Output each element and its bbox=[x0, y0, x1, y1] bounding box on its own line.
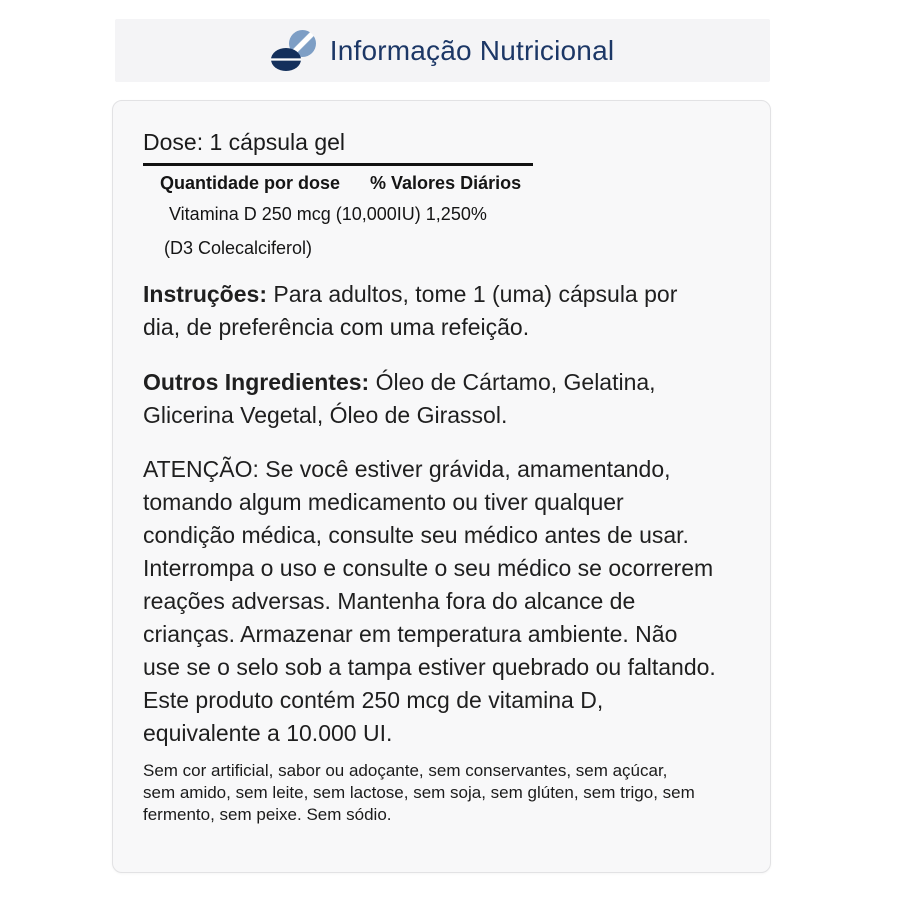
tablet-pill-icon bbox=[271, 48, 301, 71]
warning-line: ATENÇÃO: Se você estiver grávida, amamentando, bbox=[143, 456, 671, 482]
table-divider-rule bbox=[143, 163, 533, 166]
allergen-note-line: fermento, sem peixe. Sem sódio. bbox=[143, 805, 392, 824]
other-ingredients-text: Óleo de Cártamo, Gelatina, bbox=[369, 369, 656, 395]
allergen-note bbox=[143, 760, 746, 826]
warning-line: use se o selo sob a tampa estiver quebrado ou faltando. bbox=[143, 654, 716, 680]
warning-line: Este produto contém 250 mcg de vitamina D, bbox=[143, 687, 604, 713]
warning-line: condição médica, consulte seu médico antes de usar. bbox=[143, 522, 689, 548]
instructions-line-2: dia, de preferência com uma refeição. bbox=[143, 314, 530, 340]
instructions-label: Instruções: bbox=[143, 281, 267, 307]
warning-line: equivalente a 10.000 UI. bbox=[143, 720, 393, 746]
other-ingredients-line-2: Glicerina Vegetal, Óleo de Girassol. bbox=[143, 402, 508, 428]
pills-icon bbox=[271, 30, 317, 72]
warning-line: tomando algum medicamento ou tiver qualquer bbox=[143, 489, 624, 515]
other-ingredients-line-1 bbox=[143, 366, 746, 399]
serving-size-line: Dose: 1 cápsula gel bbox=[143, 129, 346, 155]
instructions-line-1 bbox=[143, 278, 746, 311]
instructions-paragraph bbox=[143, 278, 746, 344]
instructions-text: Para adultos, tome 1 (uma) cápsula por bbox=[266, 281, 678, 307]
page-title: Informação Nutricional bbox=[329, 34, 615, 66]
warning-line: crianças. Armazenar em temperatura ambiente. Não bbox=[143, 621, 678, 647]
other-ingredients-paragraph bbox=[143, 366, 746, 432]
nutrition-panel bbox=[112, 100, 771, 873]
nutrient-row-vitamin-d-form: (D3 Colecalciferol) bbox=[164, 238, 313, 258]
allergen-note-line: Sem cor artificial, sabor ou adoçante, sem conservantes, sem açúcar, bbox=[143, 761, 668, 780]
other-ingredients-label: Outros Ingredientes: bbox=[143, 369, 370, 395]
warning-paragraph bbox=[143, 453, 746, 750]
column-amount-per-dose: Quantidade por dose bbox=[160, 173, 341, 193]
warning-line: reações adversas. Mantenha fora do alcance de bbox=[143, 588, 636, 614]
nutrient-row-vitamin-d: Vitamina D 250 mcg (10,000IU) 1,250% bbox=[169, 204, 487, 224]
column-daily-values: % Valores Diários bbox=[370, 173, 522, 193]
warning-line: Interrompa o uso e consulte o seu médico se ocorrerem bbox=[143, 555, 714, 581]
allergen-note-line: sem amido, sem leite, sem lactose, sem soja, sem glúten, sem trigo, sem bbox=[143, 783, 695, 802]
table-header-row bbox=[160, 173, 746, 194]
header-bar bbox=[115, 19, 770, 82]
